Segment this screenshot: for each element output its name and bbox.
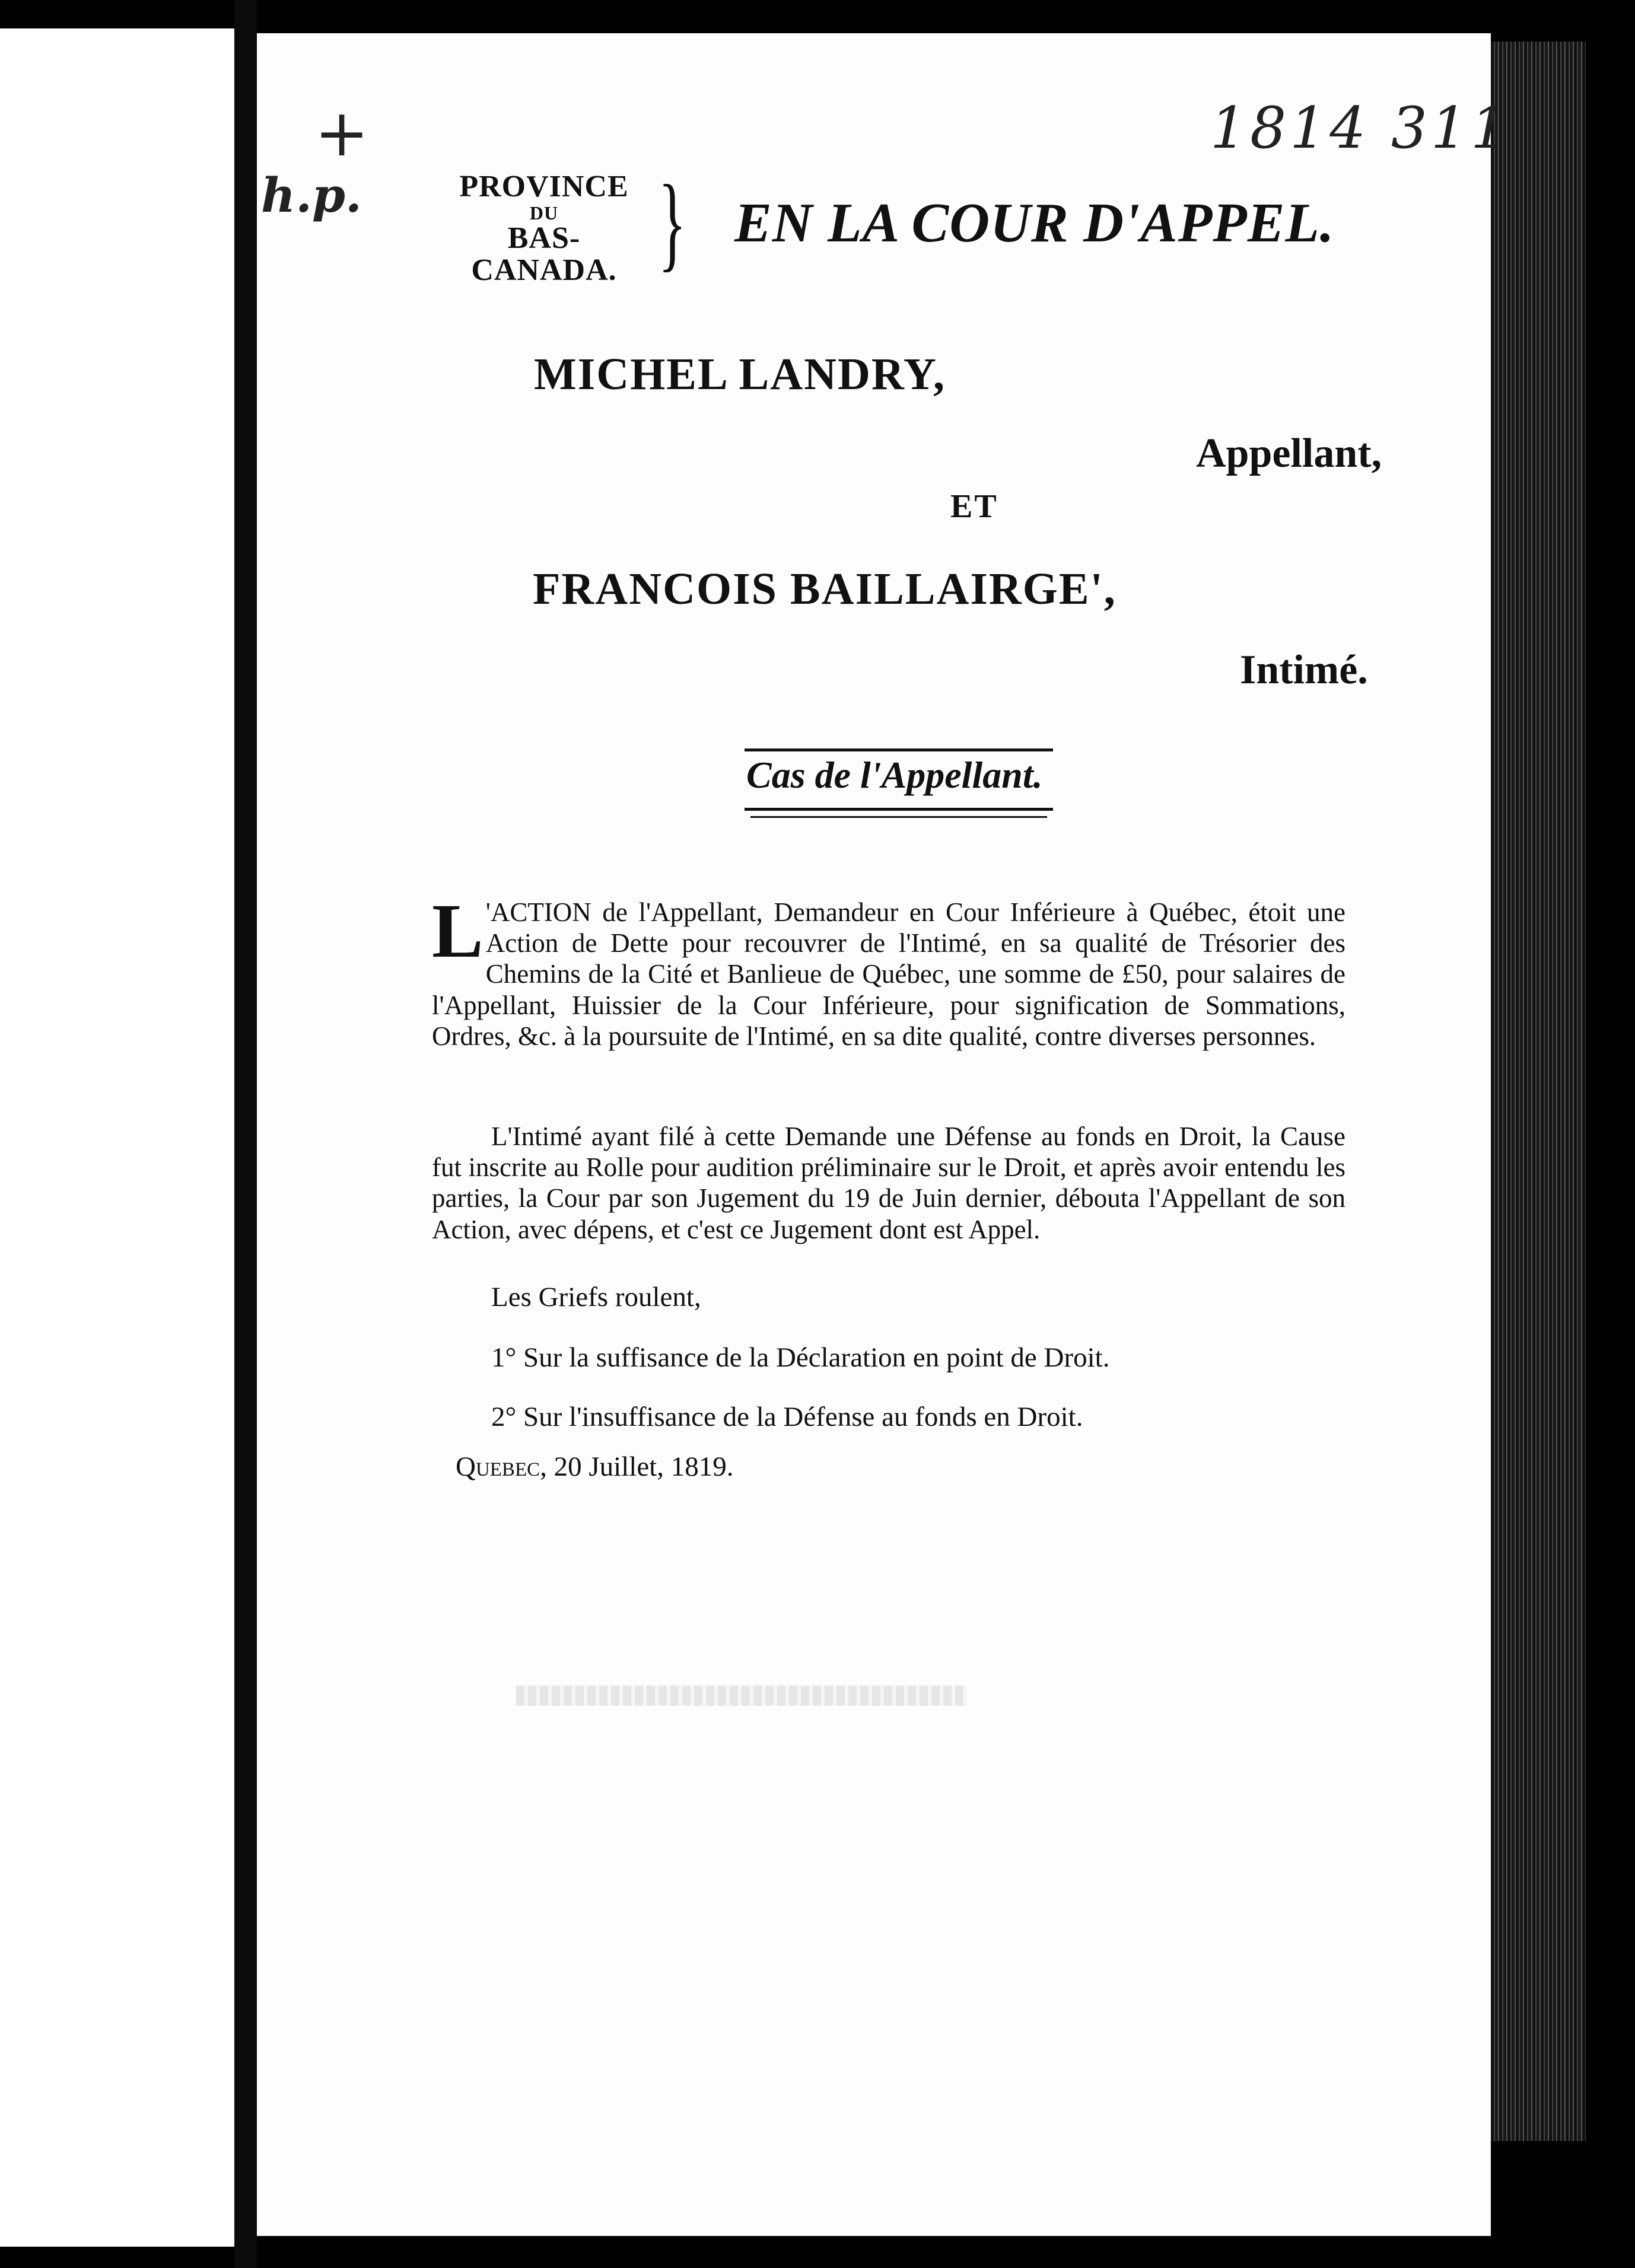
facing-page — [0, 28, 234, 2247]
paragraph-2 — [432, 1121, 1345, 1245]
respondent-name: FRANCOIS BAILLAIRGE', — [533, 564, 1116, 614]
place: Quebec, — [456, 1451, 547, 1482]
province-line1: PROVINCE — [459, 170, 629, 203]
bleed-through-text — [516, 1686, 967, 1706]
brace-icon: } — [658, 163, 686, 281]
paragraph-1 — [432, 888, 1345, 1052]
appellant-name: MICHEL LANDRY, — [534, 349, 946, 399]
margin-initials: h.p. — [261, 167, 362, 223]
case-title: Cas de l'Appellant. — [746, 754, 1043, 796]
title-rule-top — [745, 748, 1053, 751]
province-du: DU — [529, 202, 559, 224]
province-line2: BAS-CANADA. — [471, 221, 617, 288]
grief-1: 1° Sur la suffisance de la Déclaration en point de Droit. — [491, 1342, 1110, 1373]
paragraph-1-text: 'ACTION de l'Appellant, Demandeur en Cour Inférieure à Québec, étoit une Action de Dette pour recouvrer de l'Intimé, en sa qualité de Trésorier des Chemins de la Cité et Banlieue de Québec, une somme de £50, pour salaires de l'Appellant, Huissier de la Cour Inférieure, pour signification de Sommations, Ordres, &c. à la poursuite de l'Intimé, en sa dite qualité, contre diverses personnes. — [432, 897, 1345, 1051]
title-rule-bottom-2 — [750, 816, 1047, 818]
griefs-intro: Les Griefs roulent, — [491, 1282, 701, 1313]
respondent-role: Intimé. — [1240, 647, 1368, 693]
appellant-role: Appellant, — [1196, 431, 1382, 476]
page-edges — [1491, 42, 1586, 2141]
court-title: EN LA COUR D'APPEL. — [734, 192, 1335, 254]
title-rule-bottom — [745, 808, 1053, 811]
book-gutter — [234, 0, 257, 2268]
province-label — [446, 171, 642, 287]
dateline — [456, 1451, 734, 1483]
grief-2: 2° Sur l'insuffisance de la Défense au fonds en Droit. — [491, 1401, 1083, 1432]
drop-cap: L — [432, 888, 483, 974]
paragraph-2-text: L'Intimé ayant filé à cette Demande une Défense au fonds en Droit, la Cause fut inscrite au Rolle pour audition préliminaire sur le Droit, et après avoir entendu les parties, la Cour par son Jugement du 19 de Juin dernier, débouta l'Appellant de son Action, avec dépens, et c'est ce Jugement dont est Appel. — [432, 1122, 1345, 1244]
conjunction: ET — [950, 488, 998, 525]
date: 20 Juillet, 1819. — [554, 1451, 734, 1482]
margin-reference: 1814 311 — [1210, 95, 1511, 161]
margin-cross: + — [314, 95, 370, 171]
